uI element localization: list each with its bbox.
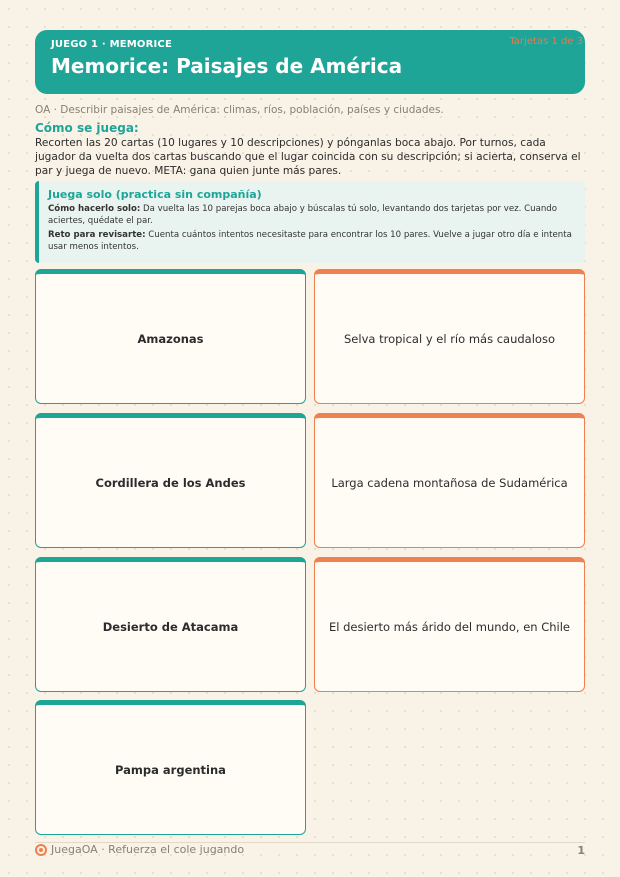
card-description[interactable]: Larga cadena montañosa de Sudamérica — [314, 413, 585, 548]
how-to-play-title: Cómo se juega: — [35, 121, 139, 135]
card-description[interactable]: Selva tropical y el río más caudaloso — [314, 269, 585, 404]
how-to-play-text: Recorten las 20 cartas (10 lugares y 10 descripciones) y pónganlas boca abajo. Por turnos, cada jugador da vuelta dos cartas buscando que el lugar coincida con su descripción; si acierta, conserva el par y juega de nuevo. META: gana quien junte más pares. — [35, 137, 581, 177]
game-kicker: JUEGO 1 · MEMORICE — [51, 39, 173, 50]
card-place[interactable]: Desierto de Atacama — [35, 557, 306, 692]
card-place[interactable]: Pampa argentina — [35, 700, 306, 835]
footer-brand: JuegaOA · Refuerza el cole jugando — [51, 843, 245, 856]
learning-objective: OA · Describir paisajes de América: climas, ríos, población, países y ciudades. — [35, 104, 444, 116]
solo-how-text: Da vuelta las 10 parejas boca abajo y búscalas tú solo, levantando dos tarjetas por vez. Cuando aciertes, quédate el par. — [48, 204, 558, 226]
solo-challenge-paragraph — [48, 230, 575, 253]
solo-challenge-text: Cuenta cuántos intentos necesitaste para encontrar los 10 pares. Vuelve a jugar otro día e intenta usar menos intentos. — [48, 230, 572, 252]
page-title: Memorice: Paisajes de América — [51, 54, 403, 78]
page-number: 1 — [577, 844, 585, 857]
solo-play-box — [35, 181, 585, 263]
footer — [35, 843, 244, 856]
page-header — [35, 30, 585, 94]
card-place[interactable]: Amazonas — [35, 269, 306, 404]
brand-logo-icon — [35, 844, 47, 856]
page-counter: Tarjetas 1 de 3 — [509, 36, 583, 47]
card-description[interactable]: El desierto más árido del mundo, en Chile — [314, 557, 585, 692]
solo-title: Juega solo (practica sin compañía) — [48, 188, 262, 201]
solo-how-paragraph — [48, 204, 575, 227]
solo-challenge-label: Reto para revisarte: — [48, 230, 146, 240]
card-place[interactable]: Cordillera de los Andes — [35, 413, 306, 548]
solo-how-label: Cómo hacerlo solo: — [48, 204, 141, 214]
